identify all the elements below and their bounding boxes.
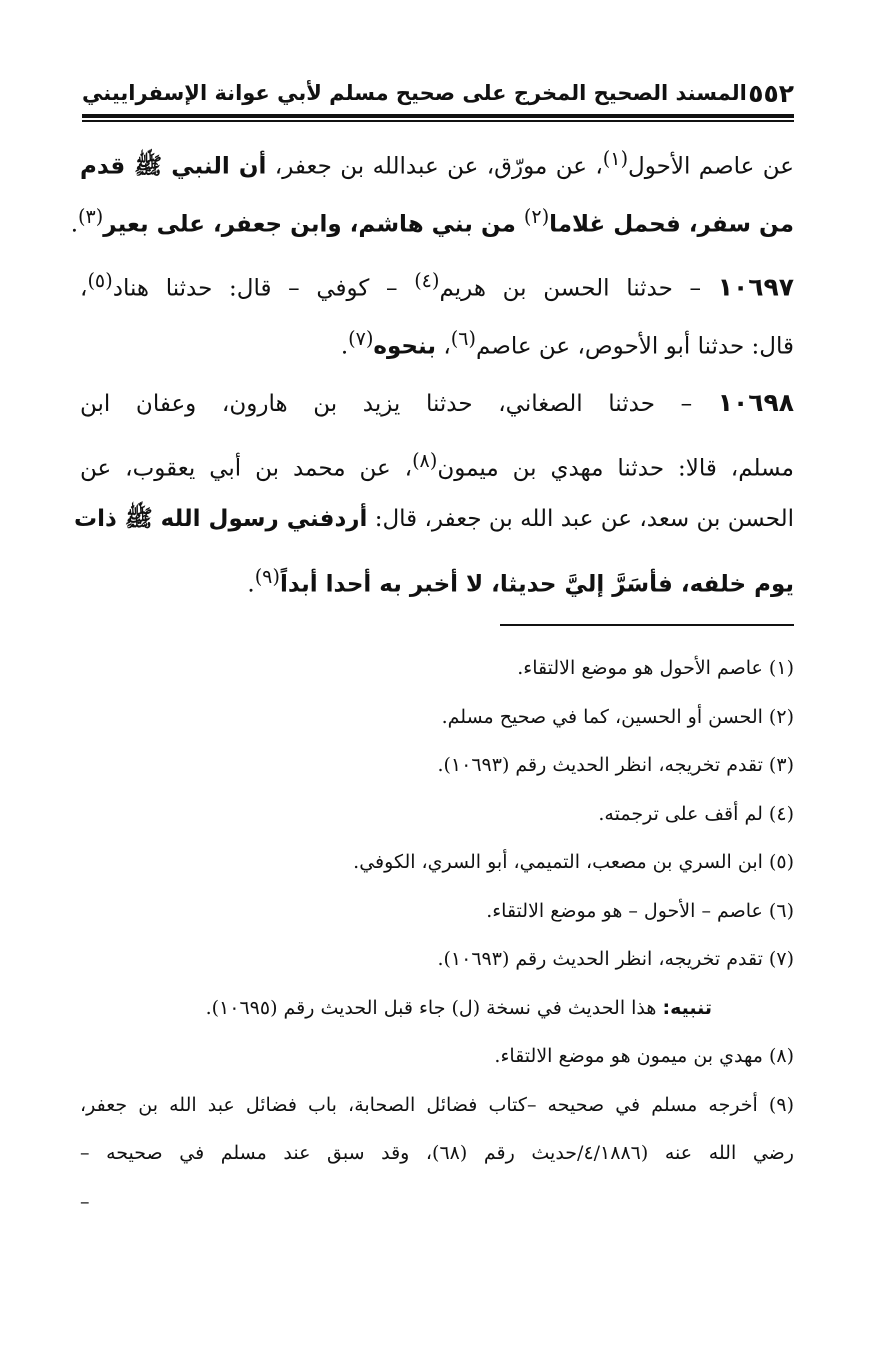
footnote-4: (٤) لم أقف على ترجمته. [598,802,794,825]
page-number: ٥٥٢ [748,78,794,108]
footnote-ref-8[interactable]: (٨) [412,449,438,472]
footnote-ref-2[interactable]: (٢) [523,205,550,228]
header-rule-thin [82,120,794,122]
hadith-number-10697: ١٠٦٩٧ [717,272,794,302]
text-line-1: عن عاصم الأحول$^{(١)}$، عن مورّق، عن عبدالله بن جعفر، أن النبي ﷺ قدم [80,147,794,180]
footnote-9-line-3: – [80,1190,90,1213]
footnote-ref-1[interactable]: (١) [602,147,629,170]
footnote-ref-9[interactable]: (٩) [254,565,280,588]
footnote-7: (٧) تقدم تخريجه، انظر الحديث رقم (١٠٦٩٣). [437,948,794,970]
footnote-3: (٣) تقدم تخريجه، انظر الحديث رقم (١٠٦٩٣). [437,754,794,776]
footnote-6: (٦) عاصم – الأحول – هو موضع الالتقاء. [486,899,794,922]
hadith-text [70,130,794,606]
text-line-6: مسلم، قالا: حدثنا مهدي بن ميمون$^{(٨)}$، عن محمد بن أبي يعقوب، عن [80,449,794,482]
text-line-7: الحسن بن سعد، عن عبد الله بن جعفر، قال: أردفني رسول الله ﷺ ذات [74,506,794,532]
footnotes [80,644,794,1226]
footnote-ref-4[interactable]: (٤) [414,269,440,292]
note-text: هذا الحديث في نسخة (ل) جاء قبل الحديث رقم (١٠٦٩٥). [205,996,663,1019]
text-line-3: ١٠٦٩٧ – حدثنا الحسن بن هريم$^{(٤)}$ – كوفي – قال: حدثنا هناد$^{(٥)}$، [80,269,794,302]
hadith-number-10698: ١٠٦٩٨ [717,388,794,417]
footnote-ref-3[interactable]: (٣) [78,205,104,228]
footnote-ref-5[interactable]: (٥) [87,269,113,292]
footnote-9-line-2: رضي الله عنه (٤/١٨٨٦/حديث رقم (٦٨)، وقد سبق عند مسلم في صحيحه – [80,1142,794,1164]
footnote-9-line-1: (٩) أخرجه مسلم في صحيحه –كتاب فضائل الصحابة، باب فضائل عبد الله بن جعفر، [80,1093,794,1116]
footnote-ref-6[interactable]: (٦) [450,327,477,350]
header-rule-thick [82,114,794,118]
footnote-5: (٥) ابن السري بن مصعب، التميمي، أبو السري، الكوفي. [353,851,794,873]
text-line-8: يوم خلفه، فأسَرَّ إليَّ حديثا، لا أخبر به أحدا أبداً$^{(٩)}$. [247,565,794,598]
text-line-2: من سفر، فحمل غلاما$^{(٢)}$ من بني هاشم، وابن جعفر، على بعير$^{(٣)}$. [70,205,794,238]
text-line-5: ١٠٦٩٨ – حدثنا الصغاني، حدثنا يزيد بن هارون، وعفان ابن [80,388,794,417]
editorial-note [80,984,794,1033]
footnote-ref-7[interactable]: (٧) [348,327,374,350]
footnote-separator [500,624,794,626]
footnote-1: (١) عاصم الأحول هو موضع الالتقاء. [517,657,794,679]
book-title: المسند الصحيح المخرج على صحيح مسلم لأبي عوانة الإسفراييني [82,81,747,105]
footnote-8: (٨) مهدي بن ميمون هو موضع الالتقاء. [494,1045,794,1067]
footnote-2: (٢) الحسن أو الحسين، كما في صحيح مسلم. [441,705,794,728]
note-label: تنبيه: [662,996,712,1019]
text-line-4: قال: حدثنا أبو الأحوص، عن عاصم$^{(٦)}$، بنحوه$^{(٧)}$. [340,327,794,360]
running-header [82,78,794,108]
